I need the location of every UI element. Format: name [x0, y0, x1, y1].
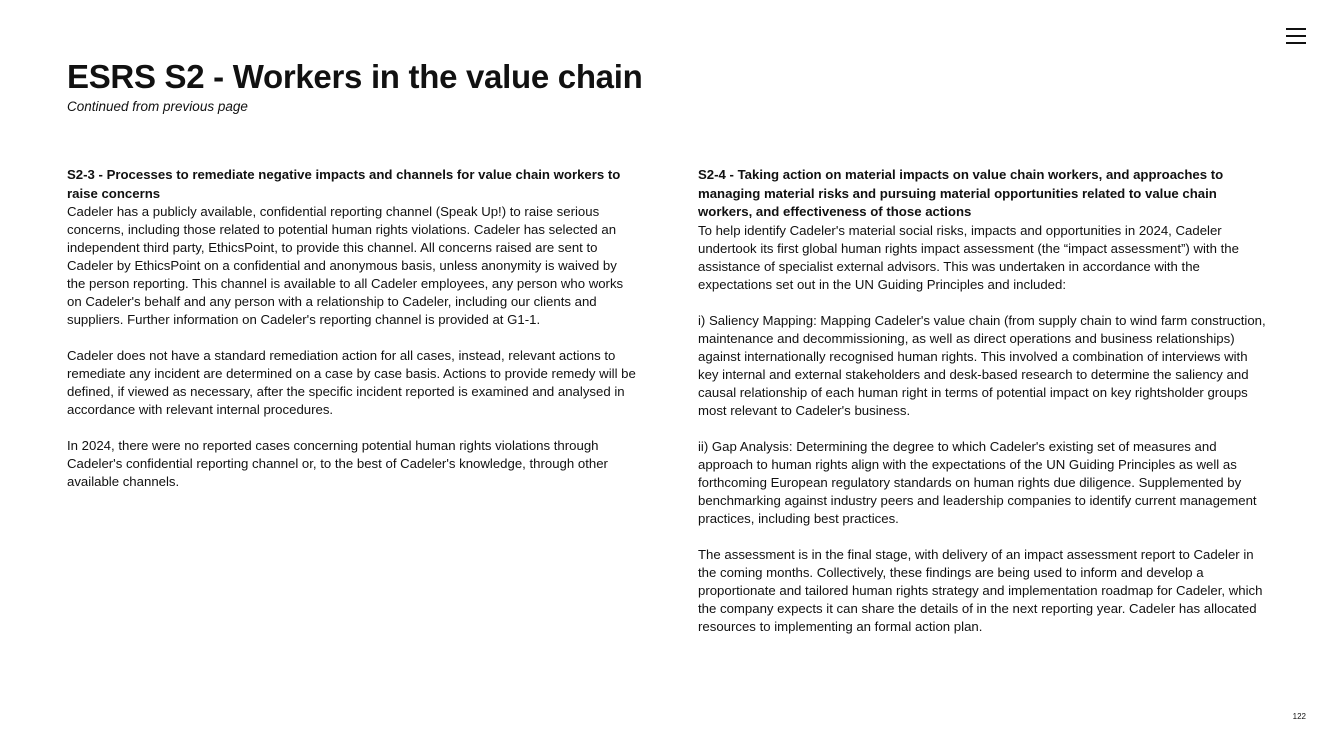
- paragraph: Cadeler does not have a standard remediation action for all cases, instead, relevant actions to remediate any incident are determined on a case by case basis. Actions to provide remedy will be defined, if viewed as necessary, after the specific incident reported is examined and analysed in accordance with relevant internal procedures.: [67, 348, 636, 417]
- section-heading-s2-3: S2-3 - Processes to remediate negative impacts and channels for value chain workers to raise concerns: [67, 167, 621, 201]
- paragraph: The assessment is in the final stage, with delivery of an impact assessment report to Cadeler in the coming months. Collectively, these findings are being used to inform and develop a proportionate and tailored human rights strategy and implementation roadmap for Cadeler, which the company expects it can share the details of in the next reporting year. Cadeler has allocated resources to implementing an formal action plan.: [698, 546, 1263, 634]
- paragraph: In 2024, there were no reported cases concerning potential human rights violations through Cadeler's confidential reporting channel or, to the best of Cadeler's knowledge, through other available channels.: [67, 438, 608, 489]
- paragraph: i) Saliency Mapping: Mapping Cadeler's value chain (from supply chain to wind farm construction, maintenance and decommissioning, as well as direct operations and business relationships) against internationally recognised human rights. This involved a combination of interviews with key internal and external stakeholders and desk-based research to determine the saliency and causal relationship of each human right in terms of potential impact on key rightsholder groups most relevant to Cadeler's business.: [698, 312, 1266, 418]
- section-heading-s2-4: S2-4 - Taking action on material impacts on value chain workers, and approaches to managing material risks and pursuing material opportunities related to value chain workers, and effectiveness of those actions: [698, 167, 1224, 219]
- menu-bar-bottom: [1286, 42, 1306, 44]
- paragraph: ii) Gap Analysis: Determining the degree to which Cadeler's existing set of measures and approach to human rights align with the expectations of the UN Guiding Principles as well as forthcoming European regulatory standards on human rights due diligence. Supplemented by benchmarking against industry peers and leadership companies to identify current management practices, including best practices.: [698, 438, 1257, 526]
- left-column: [67, 166, 637, 509]
- menu-bar-middle: [1286, 35, 1306, 37]
- paragraph: Cadeler has a publicly available, confidential reporting channel (Speak Up!) to raise serious concerns, including those related to potential human rights violations. Cadeler has selected an independent third party, EthicsPoint, to provide this channel. All concerns raised are sent to Cadeler by EthicsPoint on a confidential and anonymous basis, unless anonymity is waived by the person reporting. This channel is available to all Cadeler employees, any person who works on Cadeler's behalf and any person with a relationship to Cadeler, including our clients and suppliers. Further information on Cadeler's reporting channel is provided at G1-1.: [67, 204, 624, 327]
- page-title: ESRS S2 - Workers in the value chain: [67, 58, 643, 95]
- right-column: [698, 166, 1268, 654]
- page-number: 122: [1292, 712, 1306, 721]
- page-subtitle: Continued from previous page: [67, 99, 248, 114]
- paragraph: To help identify Cadeler's material social risks, impacts and opportunities in 2024, Cadeler undertook its first global human rights impact assessment (the “impact assessment”) with the assistance of specialist external advisors. This was undertaken in accordance with the expectations set out in the UN Guiding Principles and included:: [698, 222, 1239, 292]
- menu-bar-top: [1286, 28, 1306, 30]
- hamburger-menu-icon[interactable]: [1286, 27, 1306, 45]
